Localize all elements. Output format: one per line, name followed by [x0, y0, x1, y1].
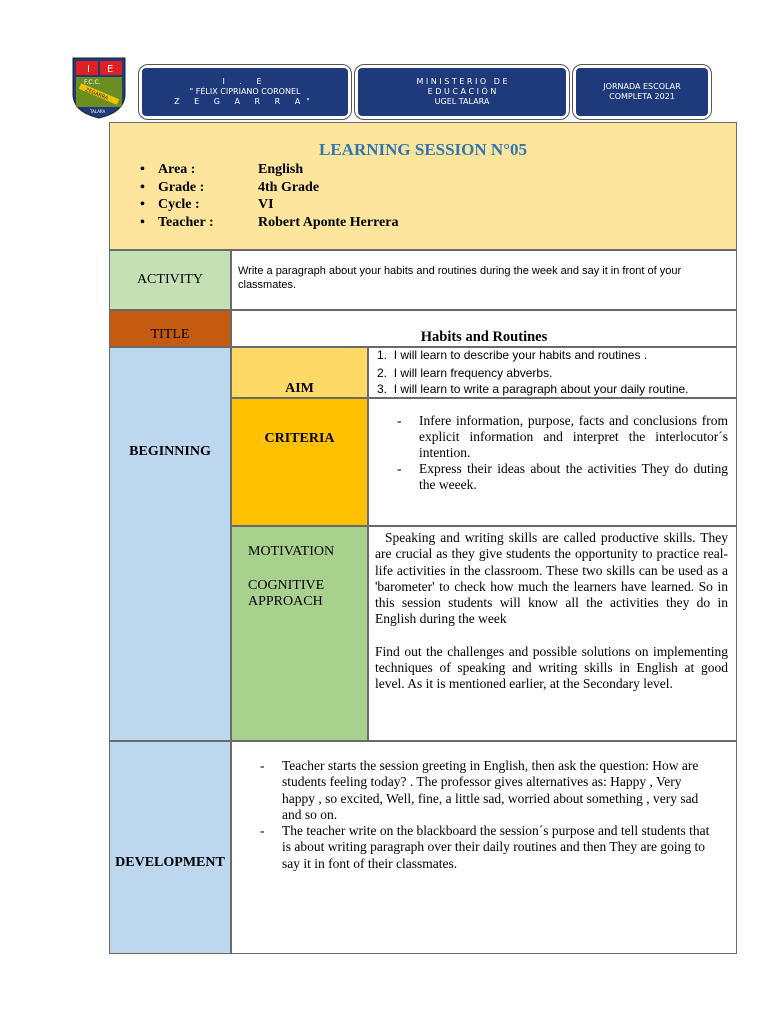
criteria-item-1: - Infere information, purpose, facts and conclusions from explicit information and interpret the interlocutor´s intention. — [393, 413, 728, 461]
ministry-banner — [354, 64, 570, 120]
session-header — [109, 122, 737, 250]
ministry-line-3: UGEL TALARA — [434, 97, 490, 106]
session-title: LEARNING SESSION N°05 — [318, 140, 528, 159]
development-item-2: - The teacher write on the blackboard the session´s purpose and tell students that is about writing paragraph over their daily routines and then They are going to say it in font of their classmates. — [256, 823, 714, 872]
school-name-banner — [138, 64, 352, 120]
motivation-label — [231, 526, 368, 741]
school-line-3: Z E G A R R A" — [174, 97, 316, 106]
crest-text-talara: TALARA — [90, 109, 106, 114]
schedule-line-2: COMPLETA 2021 — [609, 92, 675, 101]
aim-content — [368, 347, 737, 398]
motivation-paragraph-2: Find out the challenges and possible solutions on implementing techniques of speaking and writing skills in English at good level. As it is mentioned earlier, at the Secondary level. — [375, 643, 728, 692]
beginning-label: BEGINNING — [109, 347, 231, 741]
criteria-list — [393, 413, 728, 493]
info-area: • Area : English — [134, 161, 398, 179]
criteria-content — [368, 398, 737, 526]
ministry-line-1: M I N I S T E R I O D E — [416, 77, 508, 86]
session-info-list — [134, 161, 398, 231]
motivation-content — [368, 526, 737, 741]
session-title-text: Habits and Routines — [231, 310, 737, 347]
info-teacher: • Teacher : Robert Aponte Herrera — [134, 214, 398, 232]
crest-text-fcc: F.C.C. — [84, 79, 101, 86]
activity-text: Write a paragraph about your habits and routines during the week and say it in front of your classmates. — [231, 250, 737, 310]
title-label: TITLE — [109, 310, 231, 347]
criteria-item-2: - Express their ideas about the activities They do duting the weeek. — [393, 461, 728, 493]
schedule-line-1: JORNADA ESCOLAR — [603, 82, 681, 91]
activity-label: ACTIVITY — [109, 250, 231, 310]
aim-item-2: 2. I will learn frequency abverbs. — [377, 366, 553, 380]
crest-letter-e: E — [107, 64, 114, 75]
school-line-1: I . E — [222, 77, 268, 86]
aim-item-1: 1. I will learn to describe your habits and routines . — [377, 348, 648, 362]
development-list — [256, 758, 714, 872]
development-item-1: - Teacher starts the session greeting in English, then ask the question: How are students feeling today? . The professor gives alternatives as: Happy , Very happy , so excited, Well, fine, a little sad, worried about something , very sad and so on. — [256, 758, 714, 823]
motivation-paragraph-1: Speaking and writing skills are called productive skills. They are crucial as they give students the opportunity to practice real-life activities in the classroom. These two skills can be used as a 'barometer' to check how much the learners have learned. So in this session students will know all the activities they do in English during the week — [375, 530, 728, 627]
crest-text-zegarra: ZEGARRA — [84, 87, 109, 102]
aim-item-3: 3. I will learn to write a paragraph about your daily routine. — [377, 382, 689, 396]
ministry-line-2: E D U C A C I Ó N — [427, 87, 497, 96]
info-grade: • Grade : 4th Grade — [134, 179, 398, 197]
development-content — [231, 741, 737, 954]
development-label: DEVELOPMENT — [109, 741, 231, 954]
cognitive-approach-label: COGNITIVE APPROACH — [248, 577, 325, 609]
aim-label: AIM — [231, 347, 368, 398]
motivation-label-text: MOTIVATION — [248, 544, 335, 559]
info-cycle: • Cycle : VI — [134, 196, 398, 214]
school-line-2: " FÉLIX CIPRIANO CORONEL — [189, 87, 301, 96]
schedule-banner — [572, 64, 712, 120]
school-crest-logo — [70, 56, 128, 120]
crest-letter-i: I — [87, 64, 90, 75]
criteria-label: CRITERIA — [231, 398, 368, 526]
